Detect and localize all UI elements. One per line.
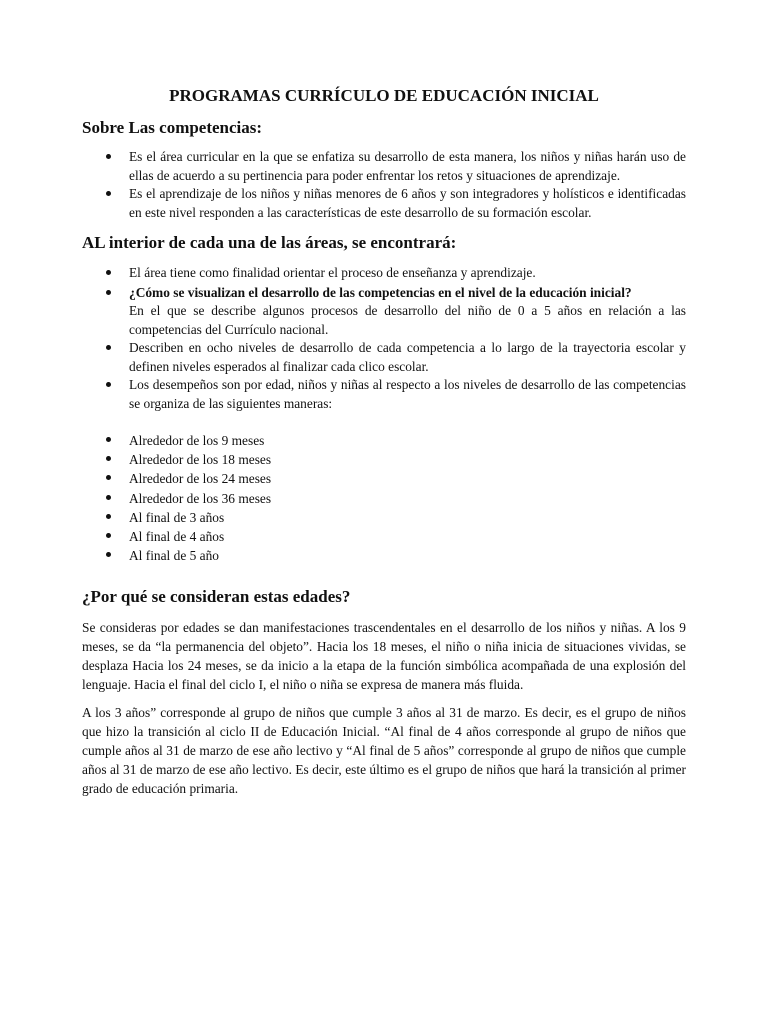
areas-list bbox=[82, 264, 686, 413]
bullet-icon bbox=[106, 191, 111, 196]
list-item-text: Describen en ocho niveles de desarrollo de cada competencia a lo largo de la trayectoria escolar y definen niveles esperados al finalizar cada clico escolar. bbox=[129, 340, 686, 374]
bullet-icon bbox=[106, 290, 111, 295]
bullet-icon bbox=[106, 154, 111, 159]
list-item-text: Es el aprendizaje de los niños y niñas menores de 6 años y son integradores y holísticos e identificadas en este nivel responden a las características de este desarrollo de su formación escolar. bbox=[129, 186, 686, 220]
list-item bbox=[82, 489, 686, 508]
list-item bbox=[82, 148, 686, 185]
list-item bbox=[82, 546, 686, 565]
age-item-text: Al final de 4 años bbox=[129, 529, 225, 545]
bullet-icon bbox=[106, 552, 111, 557]
list-item bbox=[82, 185, 686, 222]
list-item bbox=[82, 431, 686, 450]
list-item-text: Es el área curricular en la que se enfatiza su desarrollo de esta manera, los niños y niñas harán uso de ellas de acuerdo a su pertinencia para poder enfrentar los retos y situaciones de aprendizaje. bbox=[129, 149, 686, 183]
age-item-text: Al final de 3 años bbox=[129, 509, 225, 525]
age-item-text: Alrededor de los 36 meses bbox=[129, 490, 272, 506]
list-item-question: ¿Cómo se visualizan el desarrollo de las competencias en el nivel de la educación inicial? bbox=[129, 284, 632, 300]
bullet-icon bbox=[106, 456, 111, 461]
competencias-list bbox=[82, 148, 686, 222]
bullet-icon bbox=[106, 270, 111, 275]
bullet-icon bbox=[106, 533, 111, 538]
list-item bbox=[82, 284, 686, 340]
list-item bbox=[82, 264, 686, 283]
bullet-icon bbox=[106, 475, 111, 480]
list-item-text: Los desempeños son por edad, niños y niñas al respecto a los niveles de desarrollo de las competencias se organiza de las siguientes maneras: bbox=[129, 377, 686, 411]
list-item bbox=[82, 469, 686, 488]
bullet-icon bbox=[106, 495, 111, 500]
document-page bbox=[82, 84, 686, 798]
list-item bbox=[82, 450, 686, 469]
list-item-text: El área tiene como finalidad orientar el proceso de enseñanza y aprendizaje. bbox=[129, 265, 536, 280]
list-item bbox=[82, 376, 686, 413]
list-item bbox=[82, 527, 686, 546]
section-heading-areas: AL interior de cada una de las áreas, se encontrará: bbox=[82, 233, 457, 252]
age-item-text: Alrededor de los 18 meses bbox=[129, 452, 272, 468]
bullet-icon bbox=[106, 437, 111, 442]
list-item bbox=[82, 339, 686, 376]
bullet-icon bbox=[106, 382, 111, 387]
age-item-text: Alrededor de los 24 meses bbox=[129, 471, 272, 487]
list-item bbox=[82, 508, 686, 527]
paragraph-transicion: A los 3 años” corresponde al grupo de niños que cumple 3 años al 31 de marzo. Es decir, es el grupo de niños que hizo la transición al ciclo II de Educación Inicial. “Al final de 4 años corresponde al grupo de niños que cumple años al 31 de marzo de ese año lectivo y “Al final de 5 años” corresponde al grupo de niños que cumple años al 31 de marzo de ese año lectivo. Es decir, este último es el grupo de niños que hará la transición al primer grado de educación primaria. bbox=[82, 705, 686, 797]
age-item-text: Alrededor de los 9 meses bbox=[129, 433, 265, 448]
age-item-text: Al final de 5 año bbox=[129, 548, 219, 564]
section-heading-competencias: Sobre Las competencias: bbox=[82, 118, 263, 137]
document-title: PROGRAMAS CURRÍCULO DE EDUCACIÓN INICIAL bbox=[169, 86, 599, 105]
ages-list bbox=[82, 431, 686, 565]
bullet-icon bbox=[106, 514, 111, 519]
paragraph-edades: Se consideras por edades se dan manifestaciones trascendentales en el desarrollo de los niños y niñas. A los 9 meses, se da “la permanencia del objeto”. Hacia los 18 meses, el niño o niña inicia de situaciones vividas, se desplaza Hacia los 24 meses, se da inicio a la etapa de la función simbólica acompañada de una explosión del lenguaje. Hacia el final del ciclo I, el niño o niña se expresa de manera más fluida. bbox=[82, 620, 686, 693]
bullet-icon bbox=[106, 345, 111, 350]
section-heading-edades: ¿Por qué se consideran estas edades? bbox=[82, 587, 351, 607]
list-item-text: En el que se describe algunos procesos de desarrollo del niño de 0 a 5 años en relación a las competencias del Currículo nacional. bbox=[129, 303, 686, 337]
